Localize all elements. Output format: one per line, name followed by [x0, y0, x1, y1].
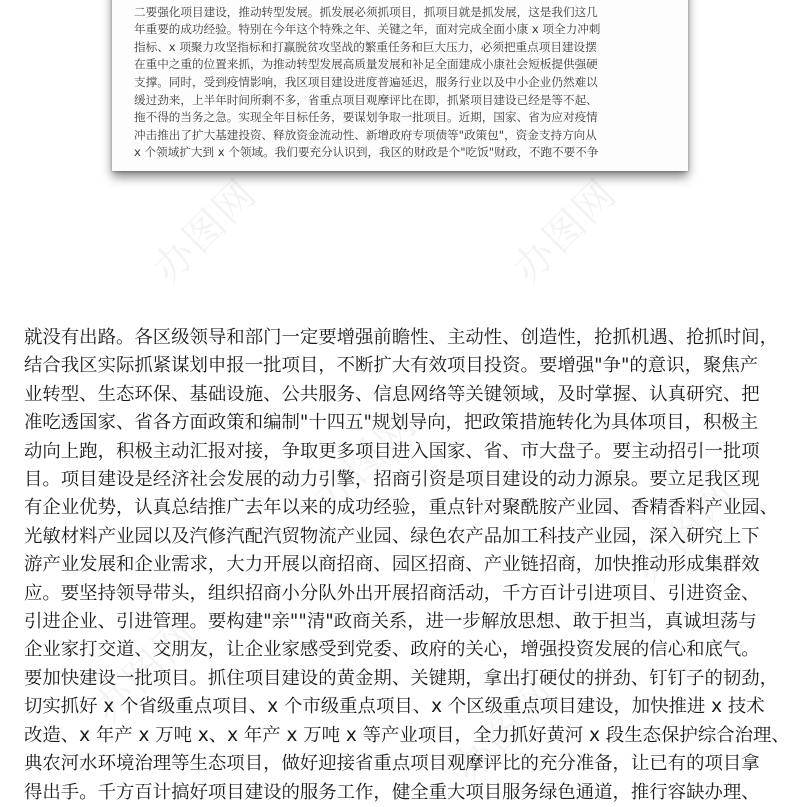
watermark: 办图网: [504, 170, 627, 292]
watermark: 办图网: [624, 470, 747, 592]
body-line: 目。项目建设是经济社会发展的动力引擎，招商引资是项目建设的动力源泉。要立足我区现: [24, 469, 760, 491]
body-line: 得出手。千方百计搞好项目建设的服务工作，健全重大项目服务绿色通道，推行容缺办理、: [24, 781, 760, 803]
watermark: 办图网: [444, 670, 567, 792]
body-line: 业转型、生态环保、基础设施、公共服务、信息网络等关键领域，及时掌握、认真研究、把: [24, 383, 760, 405]
document-preview-card: [112, 0, 688, 171]
body-text-block: [24, 324, 790, 807]
body-line: 就没有出路。各区级领导和部门一定要增强前瞻性、主动性、创造性，抢抓机遇、抢抓时间，: [24, 327, 779, 348]
preview-line: 缓过劲来，上半年时间所剩不多，省重点项目观摩评比在即，抓紧项目建设已经是等不起、: [134, 92, 598, 107]
preview-line: 拖不得的当务之急。实现全年目标任务，要谋划争取一批项目。近期，国家、省为应对疫情: [134, 110, 598, 125]
body-line: 光敏材料产业园以及汽修汽配汽贸物流产业园、绿色农产品加工科技产业园，深入研究上下: [24, 525, 760, 547]
preview-text-block: [134, 0, 664, 162]
body-line: 企业家打交道、交朋友，让企业家感受到党委、政府的关心，增强投资发展的信心和底气。: [24, 639, 760, 661]
preview-line: x 个领域扩大到 x 个领域。我们要充分认识到，我区的财政是个"吃饭"财政，不跑不要不争: [134, 145, 599, 160]
body-line: 改造、x 年产 x 万吨 x、x 年产 x 万吨 x 等产业项目，全力抓好黄河 x 段生态保护综合治理、: [24, 724, 790, 746]
body-line: 引进企业、引进管理。要构建"亲""清"政商关系，进一步解放思想、敢于担当，真诚坦荡与: [24, 611, 757, 633]
body-line: 结合我区实际抓紧谋划申报一批项目，不断扩大有效项目投资。要增强"争"的意识，聚焦产: [24, 355, 759, 377]
body-line: 要加快建设一批项目。抓住项目建设的黄金期、关键期，拿出打硬仗的拼劲、钉钉子的韧劲，: [24, 667, 779, 689]
preview-line: 指标、x 项聚力攻坚指标和打赢脱贫攻坚战的繁重任务和巨大压力，必须把重点项目建设摆: [134, 39, 597, 54]
watermark: 办图网: [84, 610, 207, 732]
body-line: 游产业发展和企业需求，大力开展以商招商、园区招商、产业链招商，加快推动形成集群效: [24, 554, 760, 576]
watermark: 办图网: [144, 170, 267, 292]
preview-line: 年重要的成功经验。特别在今年这个特殊之年、关键之年，面对完成全面小康 x 项全力冲刺: [134, 22, 601, 37]
preview-line: 二要强化项目建设，推动转型发展。抓发展必须抓项目，抓项目就是抓发展，这是我们这几: [134, 4, 598, 19]
body-line: 应。要坚持领导带头，组织招商小分队外出开展招商活动，千方百计引进项目、引进资金、: [24, 582, 760, 604]
body-line: 切实抓好 x 个省级重点项目、x 个市级重点项目、x 个区级重点项目建设，加快推进 x 技术: [24, 696, 765, 718]
body-line: 有企业优势，认真总结推广去年以来的成功经验，重点针对聚酰胺产业园、香精香料产业园、: [24, 497, 779, 519]
preview-line: 支撑。同时，受到疫情影响，我区项目建设进度普遍延迟，服务行业以及中小企业仍然难以: [134, 74, 598, 89]
body-line: 准吃透国家、省各方面政策和编制"十四五"规划导向，把政策措施转化为具体项目，积极主: [24, 412, 759, 434]
preview-line: 在重中之重的位置来抓，为推动转型发展高质量发展和补足全面建成小康社会短板提供强硬: [134, 57, 598, 72]
body-line: 动向上跑，积极主动汇报对接，争取更多项目进入国家、省、市大盘子。要主动招引一批项: [24, 440, 760, 462]
preview-line: 冲击推出了扩大基建投资、释放资金流动性、新增政府专项债等"政策包"，资金支持方向从: [134, 127, 597, 142]
watermark: 办图网: [304, 400, 427, 522]
body-line: 典农河水环境治理等生态项目，做好迎接省重点项目观摩评比的充分准备，让已有的项目拿: [24, 753, 760, 775]
